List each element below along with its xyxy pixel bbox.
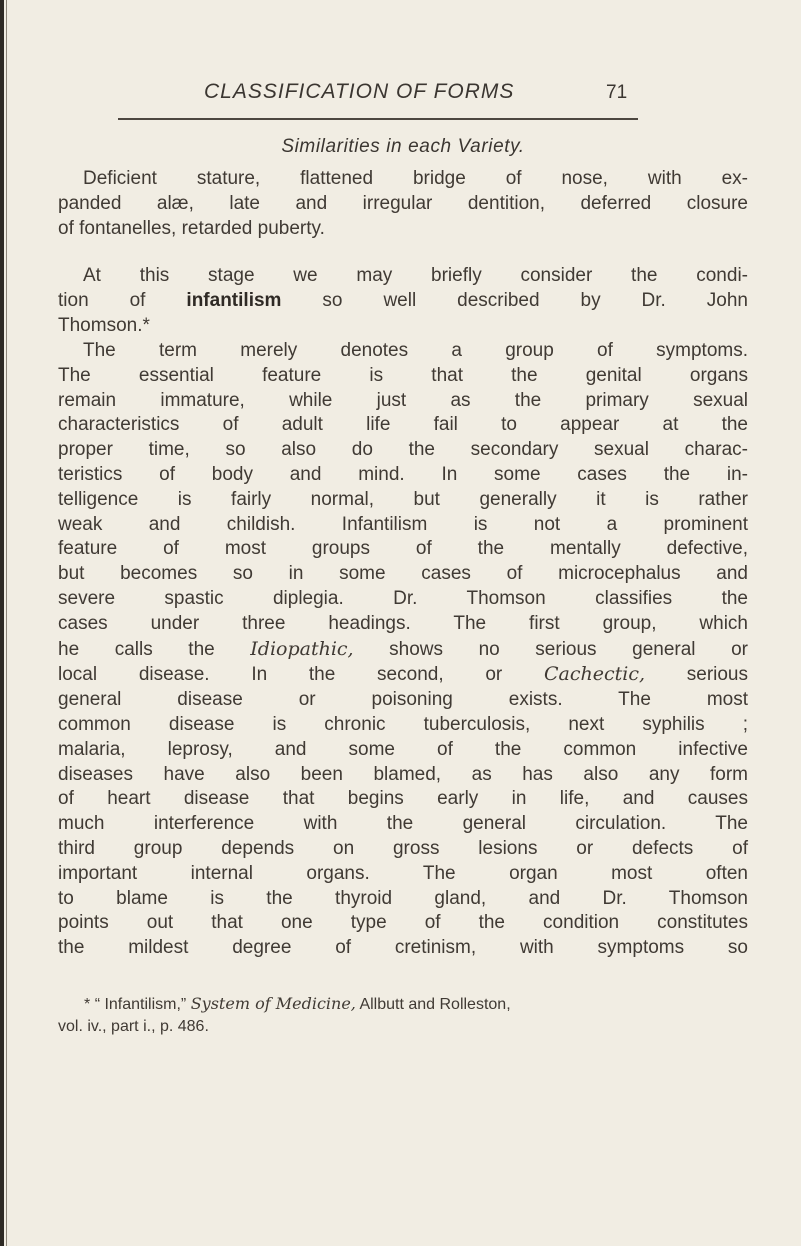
paragraph-line: weak and childish. Infantilism is not a prominent	[58, 513, 748, 535]
footnote-line: vol. iv., part i., p. 486.	[58, 1018, 209, 1035]
paragraph-line: third group depends on gross lesions or defects of	[58, 837, 748, 859]
term-cachectic: Cachectic,	[543, 663, 646, 686]
footnote-line	[58, 993, 748, 1016]
paragraph-line: points out that one type of the condition constitutes	[58, 912, 748, 934]
paragraph-line: panded alæ, late and irregular dentition, deferred closure	[58, 192, 748, 214]
paragraph-2	[58, 264, 748, 338]
paragraph-line: The term merely denotes a group of symptoms.	[83, 340, 748, 361]
text-segment: shows no serious general or	[353, 638, 748, 660]
text-segment: so well described by Dr. John	[281, 289, 748, 311]
paragraph-line: but becomes so in some cases of microcephalus and	[58, 563, 748, 585]
paragraph-line: of fontanelles, retarded puberty.	[58, 217, 325, 239]
paragraph-3	[58, 339, 748, 961]
paragraph-line: telligence is fairly normal, but generally it is rather	[58, 488, 748, 510]
paragraph-line: malaria, leprosy, and some of the common infective	[58, 738, 748, 760]
text-segment: local disease. In the second, or	[58, 664, 544, 686]
term-infantilism: infantilism	[186, 289, 282, 311]
paragraph-line: diseases have also been blamed, as has also any form	[58, 763, 748, 785]
paragraph-line: teristics of body and mind. In some cases the in-	[58, 463, 748, 485]
footnote-authors: Allbutt and Rolleston,	[359, 996, 511, 1013]
paragraph-line: much interference with the general circulation. The	[58, 813, 748, 835]
footnote-quote: “ Infantilism,”	[94, 996, 187, 1013]
page-binding-line	[6, 0, 7, 1246]
paragraph-line: characteristics of adult life fail to appear at the	[58, 414, 748, 436]
section-title: Similarities in each Variety.	[281, 136, 525, 157]
text-segment: serious	[645, 664, 749, 686]
running-title: CLASSIFICATION OF FORMS	[204, 80, 515, 103]
footnote-source: System of Medicine,	[190, 994, 356, 1013]
paragraph-line: important internal organs. The organ most often	[58, 862, 748, 884]
paragraph-line	[58, 662, 748, 688]
paragraph-line: cases under three headings. The first group, which	[58, 612, 748, 634]
paragraph-line: remain immature, while just as the primary sexual	[58, 389, 748, 411]
paragraph-line: common disease is chronic tuberculosis, next syphilis ;	[58, 713, 748, 735]
text-segment: he calls the	[58, 638, 251, 660]
paragraph-line: of heart disease that begins early in life, and causes	[58, 788, 748, 810]
paragraph-line: severe spastic diplegia. Dr. Thomson classifies the	[58, 587, 748, 609]
paragraph-line: general disease or poisoning exists. The most	[58, 689, 748, 711]
paragraph-line	[58, 637, 748, 663]
footnote-marker: *	[84, 996, 91, 1013]
paragraph-line: The essential feature is that the genital organs	[58, 364, 748, 386]
paragraph-line: Deficient stature, flattened bridge of nose, with ex-	[83, 168, 748, 189]
footnote	[58, 993, 748, 1038]
page-number: 71	[606, 82, 628, 103]
running-head	[58, 80, 748, 110]
header-rule	[118, 118, 638, 120]
paragraph-line: Thomson.*	[58, 314, 150, 336]
page-binding-edge	[0, 0, 4, 1246]
paragraph-line: At this stage we may briefly consider the condi-	[83, 265, 748, 286]
paragraph-line: feature of most groups of the mentally defective,	[58, 538, 748, 560]
paragraph-line: the mildest degree of cretinism, with symptoms so	[58, 937, 748, 959]
paragraph-1	[58, 167, 748, 241]
paragraph-line	[58, 289, 748, 314]
text-segment: tion of	[58, 289, 187, 311]
term-idiopathic: Idiopathic,	[250, 637, 354, 660]
paragraph-line: to blame is the thyroid gland, and Dr. Thomson	[58, 887, 748, 909]
paragraph-line: proper time, so also do the secondary sexual charac-	[58, 439, 748, 461]
